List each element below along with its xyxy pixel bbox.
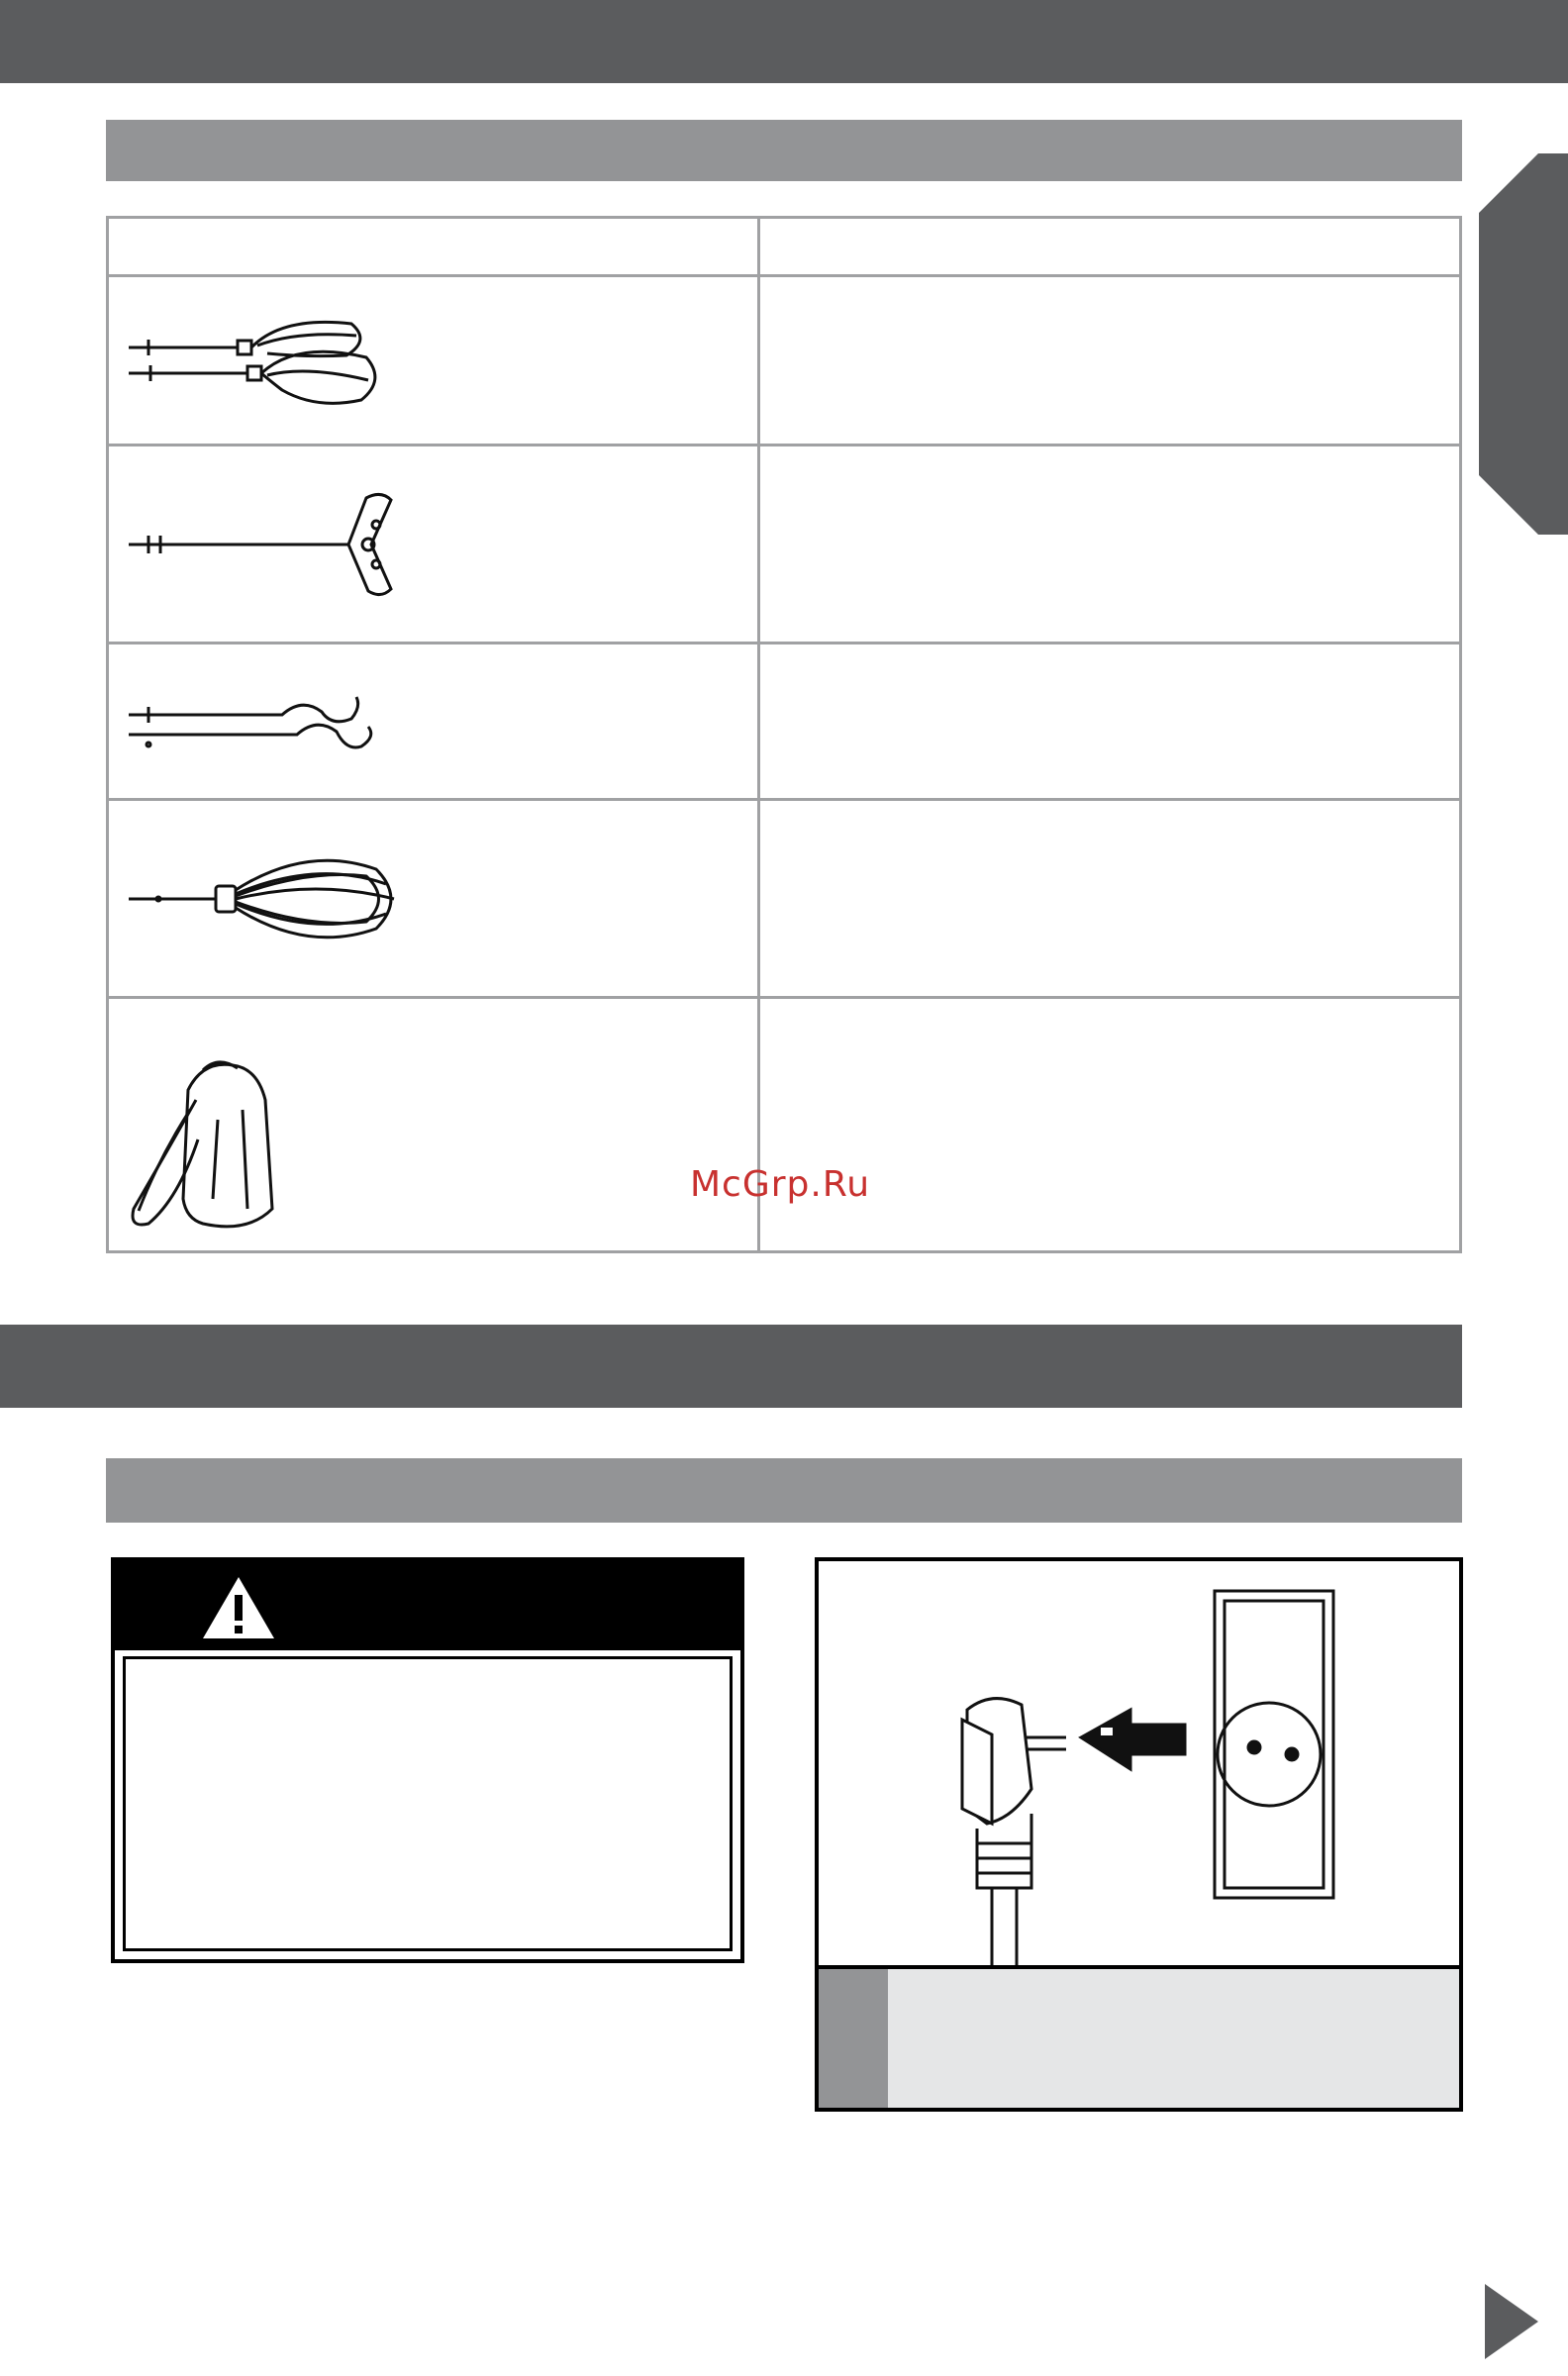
warning-triangle-icon — [199, 1573, 278, 1642]
table-row — [108, 446, 1461, 644]
top-header-bar — [0, 0, 1568, 83]
table-cell-image — [108, 446, 759, 644]
warning-box — [111, 1557, 744, 1963]
table-cell-description — [759, 644, 1461, 800]
table-row — [108, 800, 1461, 998]
table-header-cell — [108, 218, 759, 276]
table-cell-description — [759, 998, 1461, 1252]
table-header-cell — [759, 218, 1461, 276]
table-cell-description — [759, 800, 1461, 998]
section-band-accessories — [106, 120, 1462, 181]
table-cell-image — [108, 644, 759, 800]
plug-into-socket-icon — [819, 1561, 1459, 1969]
storage-bag-icon — [109, 1001, 426, 1248]
table-cell-image — [108, 276, 759, 446]
illustration-caption — [819, 1965, 1459, 2108]
table-cell-description — [759, 446, 1461, 644]
warning-header — [115, 1561, 740, 1650]
blending-rod-icon — [109, 470, 426, 619]
parts-table — [106, 216, 1462, 1253]
table-cell-image — [108, 800, 759, 998]
warning-body — [123, 1656, 733, 1951]
whisk-icon — [109, 825, 426, 973]
table-cell-description — [759, 276, 1461, 446]
table-row — [108, 644, 1461, 800]
table-row — [108, 998, 1461, 1252]
section-band-subheading — [106, 1458, 1462, 1523]
plug-illustration-box — [815, 1557, 1463, 2112]
dough-hooks-icon — [109, 657, 426, 786]
watermark-text: McGrp.Ru — [690, 1164, 871, 1205]
side-tab-marker — [1479, 153, 1568, 535]
table-cell-image — [108, 998, 759, 1252]
step-number-block — [819, 1969, 888, 2108]
flex-edge-beaters-icon — [109, 296, 426, 425]
next-page-arrow-icon[interactable] — [1481, 2282, 1540, 2361]
table-header-row — [108, 218, 1461, 276]
section-band-dark — [0, 1325, 1462, 1408]
table-row — [108, 276, 1461, 446]
